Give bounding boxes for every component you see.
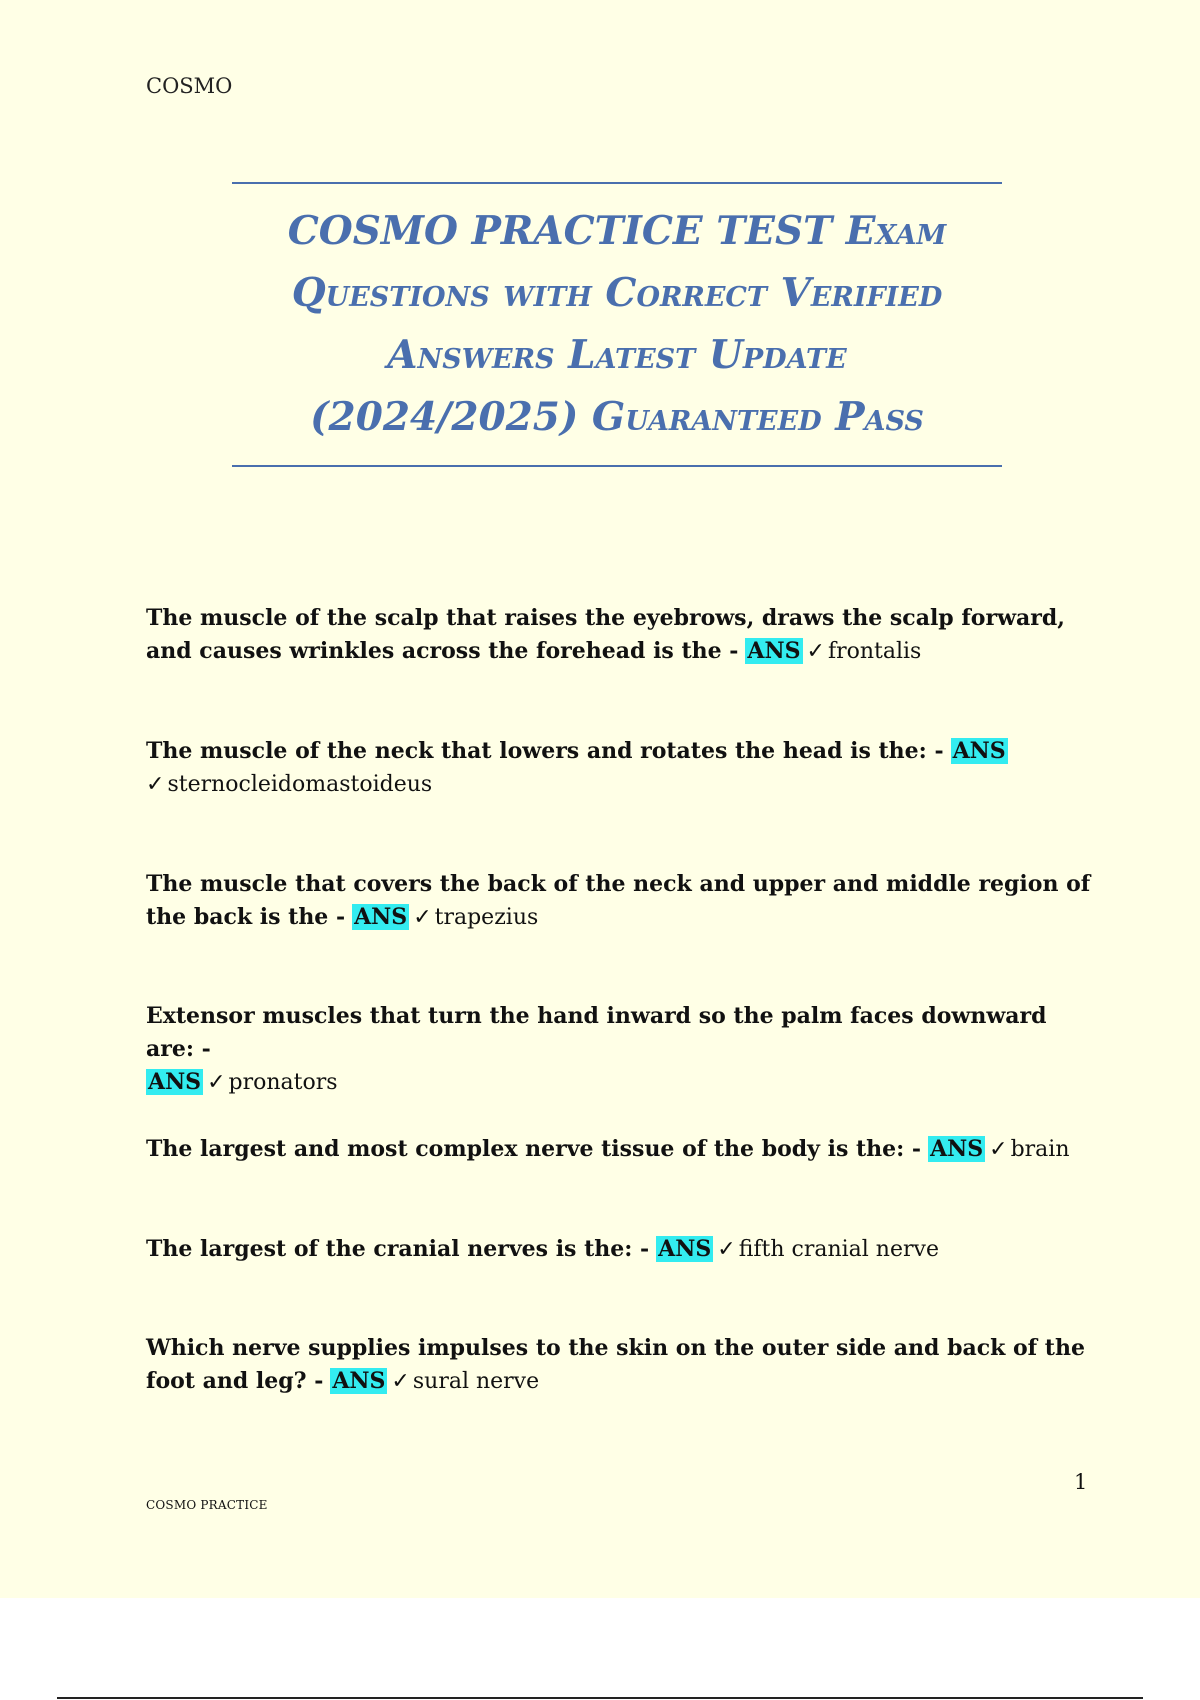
title-line-2: Questions with Correct Verified	[291, 270, 943, 316]
title-line-3: Answers Latest Update	[387, 332, 847, 378]
question-text: Which nerve supplies impulses to the skin on the outer side and back of the foot and leg? -	[146, 1335, 1085, 1394]
title-line-4: (2024/2025) Guaranteed Pass	[310, 394, 924, 440]
document-title	[232, 200, 1002, 448]
title-line-1: COSMO PRACTICE TEST Exam	[287, 208, 947, 254]
ans-highlight: ANS	[930, 1136, 984, 1162]
check-icon: ✓	[391, 1369, 410, 1394]
answer-text: sural nerve	[412, 1369, 540, 1394]
ans-highlight: ANS	[747, 638, 801, 664]
page-number: 1	[1074, 1470, 1088, 1494]
ans-highlight: ANS	[148, 1069, 202, 1095]
question-text: The muscle that covers the back of the neck and upper and middle region of the back is the -	[146, 871, 1091, 930]
check-icon: ✓	[146, 772, 165, 797]
check-icon: ✓	[806, 639, 825, 664]
page-header: COSMO	[146, 74, 233, 98]
qa-item-3	[146, 868, 1096, 934]
answer-text: sternocleidomastoideus	[167, 772, 433, 797]
qa-item-2	[146, 735, 1096, 801]
question-text: Extensor muscles that turn the hand inward so the palm faces downward are: -	[146, 1003, 1047, 1062]
check-icon: ✓	[717, 1237, 736, 1262]
question-text: The largest of the cranial nerves is the: -	[146, 1236, 650, 1262]
qa-item-5	[146, 1133, 1096, 1166]
check-icon: ✓	[413, 905, 432, 930]
qa-item-4	[146, 1000, 1096, 1099]
question-text: The largest and most complex nerve tissue of the body is the: -	[146, 1136, 922, 1162]
answer-text: trapezius	[434, 905, 539, 930]
ans-highlight: ANS	[658, 1236, 712, 1262]
answer-text: frontalis	[827, 639, 922, 664]
ans-highlight: ANS	[354, 904, 408, 930]
qa-item-6	[146, 1233, 1096, 1266]
qa-item-1	[146, 602, 1096, 668]
ans-highlight: ANS	[332, 1368, 386, 1394]
qa-item-7	[146, 1332, 1096, 1398]
answer-text: pronators	[228, 1070, 338, 1095]
ans-highlight: ANS	[952, 738, 1006, 764]
title-top-rule	[232, 182, 1002, 184]
answer-text: brain	[1010, 1137, 1070, 1162]
question-text: The muscle of the scalp that raises the eyebrows, draws the scalp forward, and causes wrinkles across the forehead is the -	[146, 605, 1065, 664]
check-icon: ✓	[989, 1137, 1008, 1162]
title-bottom-rule	[232, 465, 1002, 467]
question-text: The muscle of the neck that lowers and rotates the head is the: -	[146, 738, 944, 764]
check-icon: ✓	[207, 1070, 226, 1095]
page-footer: COSMO PRACTICE	[146, 1498, 268, 1512]
answer-text: fifth cranial nerve	[738, 1237, 939, 1262]
viewer-bottom-rule	[57, 1697, 1143, 1699]
